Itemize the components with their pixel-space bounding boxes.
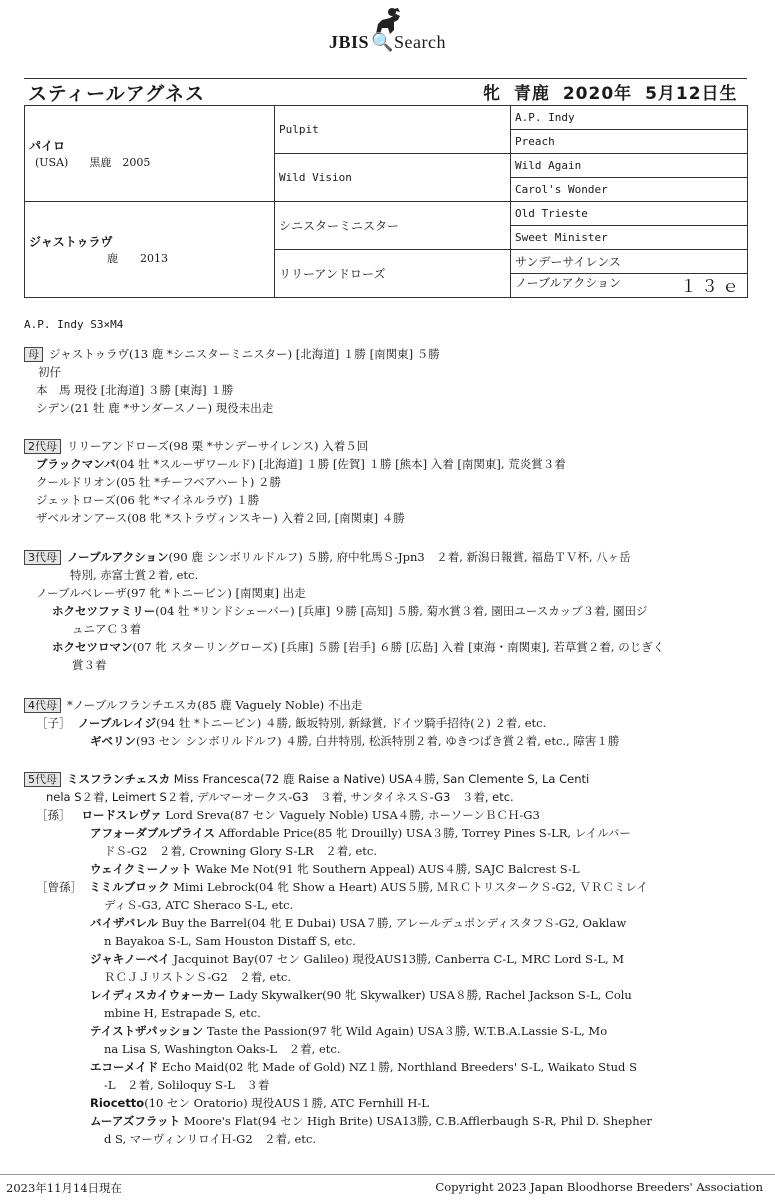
gen3-dam-detail-cont: 特別, 赤富士賞２着, etc. xyxy=(70,568,199,582)
pedigree-gen3-8[interactable]: ノーブルアクション xyxy=(515,276,621,290)
pedigree-gen3-2[interactable]: Preach xyxy=(511,130,748,154)
dam-produce-1: 本 馬 現役 [北海道] ３勝 [東海] １勝 xyxy=(36,383,234,397)
gen5-grand-2-cont: ドＳ-G2 ２着, Crowning Glory S-LR ２着, etc. xyxy=(104,844,378,858)
gen5-great-1-name[interactable]: ミミルブロック xyxy=(89,880,170,894)
gen5-dam-name[interactable]: ミスフランチェスカ xyxy=(67,772,171,786)
gen5-great-4-cont: mbine H, Estrapade S, etc. xyxy=(104,1006,261,1020)
gen3-grand-2-detail: (07 牝 スターリングローズ) [兵庫] ５勝 [岩手] ６勝 [広島] 入着 [東海・南関東], 若草賞２着, のじぎく xyxy=(132,640,665,654)
dam-cell xyxy=(25,202,275,298)
gen2-offspring-2: クールドリオン(05 牡 *チーフベアハート) ２勝 xyxy=(36,475,282,489)
jbis-logo[interactable] xyxy=(0,6,775,53)
gen3-section xyxy=(24,548,754,674)
dam-line: ジャストゥラヴ(13 鹿 *シニスターミニスター) [北海道] １勝 [南関東] ５勝 xyxy=(49,347,440,361)
dam-color-year: 鹿 2013 xyxy=(107,252,168,265)
gen5-great-5-detail: Taste the Passion(97 牝 Wild Again) USA３勝, W.T.B.A.Lassie S-L, Mo xyxy=(203,1024,608,1038)
gen5-grand-1-detail: Lord Sreva(87 セン Vaguely Noble) USA４勝, ホーソーンＢＣＨ-G3 xyxy=(161,808,540,822)
gen5-tag: 5代母 xyxy=(24,772,61,787)
sire-cell xyxy=(25,106,275,202)
child-tag: ［子］ xyxy=(36,716,71,730)
gen3-grand-2-cont: 賞３着 xyxy=(72,658,107,672)
gen3-dam-detail: (90 鹿 シンボリルドルフ) ５勝, 府中牝馬Ｓ-Jpn3 ２着, 新潟日報賞, 福島ＴＶ杯, 八ヶ岳 xyxy=(168,550,631,564)
gen4-section xyxy=(24,696,754,750)
dam-section xyxy=(24,345,754,417)
inbreeding-note: A.P. Indy S3×M4 xyxy=(24,318,124,331)
pedigree-gen3-6[interactable]: Sweet Minister xyxy=(511,226,748,250)
sire-name[interactable]: パイロ xyxy=(29,139,66,153)
gen5-grand-3-detail: Wake Me Not(91 牝 Southern Appeal) AUS４勝, SAJC Balcrest S-L xyxy=(191,862,580,876)
pedigree-gen2-4[interactable]: リリーアンドローズ xyxy=(275,250,511,298)
gen5-great-6-detail: Echo Maid(02 牝 Made of Gold) NZ１勝, Northland Breeders' S-L, Waikato Stud S xyxy=(158,1060,637,1074)
gen3-grand-1-detail: (04 牡 *リンドシェーバー) [兵庫] ９勝 [高知] ５勝, 菊水賞３着, 園田ユースカップ３着, 園田ジ xyxy=(155,604,648,618)
gen2-offspring-name[interactable]: ブラックマンバ xyxy=(36,457,116,471)
pedigree-gen3-5[interactable]: Old Trieste xyxy=(511,202,748,226)
dam-name[interactable]: ジャストゥラヴ xyxy=(29,235,113,249)
gen5-great-3-detail: Jacquinot Bay(07 セン Galileo) 現役AUS13勝, Canberra C-L, MRC Lord S-L, M xyxy=(169,952,625,966)
gen4-child-2-detail: (93 セン シンボリルドルフ) ４勝, 白井特別, 松浜特別２着, ゆきつばき賞２着, etc., 障害１勝 xyxy=(136,734,620,748)
gen3-grand-1-name[interactable]: ホクセツファミリー xyxy=(52,604,156,618)
gen5-dam-detail: Miss Francesca(72 鹿 Raise a Native) USA４勝, San Clemente S, La Centi xyxy=(170,772,590,786)
gen5-great-6-cont: -L ２着, Soliloquy S-L ３着 xyxy=(104,1078,270,1092)
gen5-great-5-name[interactable]: テイストザパッション xyxy=(90,1024,204,1038)
gen5-section xyxy=(24,770,754,1148)
gen2-offspring-4: ザベルオンアース(08 牝 *ストラヴィンスキー) 入着２回, [南関東] ４勝 xyxy=(36,511,405,525)
gen3-tag: 3代母 xyxy=(24,550,61,565)
gen5-grand-3-name[interactable]: ウェイクミーノット xyxy=(90,862,192,876)
footer-copyright: Copyright 2023 Japan Bloodhorse Breeders' Association xyxy=(435,1180,763,1194)
gen4-child-1-detail: (94 牡 *トニービン) ４勝, 飯坂特別, 新緑賞, ドイツ騎手招待(２) ２着, etc. xyxy=(156,716,547,730)
gen5-great-4-detail: Lady Skywalker(90 牝 Skywalker) USA８勝, Rachel Jackson S-L, Colu xyxy=(225,988,632,1002)
gen5-great-1-cont: ディＳ-G3, ATC Sheraco S-L, etc. xyxy=(104,898,294,912)
pedigree-gen3-3[interactable]: Wild Again xyxy=(511,154,748,178)
pedigree-gen3-8-cell xyxy=(511,274,748,298)
gen3-offspring: ノーブルベレーザ(97 牝 *トニービン) [南関東] 出走 xyxy=(36,586,306,600)
gen5-great-6-name[interactable]: エコーメイド xyxy=(90,1060,159,1074)
pedigree-gen2-2[interactable]: Wild Vision xyxy=(275,154,511,202)
pedigree-table xyxy=(24,105,748,298)
logo-brand: JBIS xyxy=(329,32,370,52)
gen5-great-8-detail: Moore's Flat(94 セン High Brite) USA13勝, C.B.Afflerbaugh S-R, Phil D. Shepher xyxy=(180,1114,652,1128)
gen4-head: *ノーブルフランチエスカ(85 鹿 Vaguely Noble) 不出走 xyxy=(67,698,363,712)
gen3-grand-2-name[interactable]: ホクセツロマン xyxy=(52,640,133,654)
gen5-great-4-name[interactable]: レイディスカイウォーカー xyxy=(90,988,226,1002)
magnifier-icon: 🔍 xyxy=(371,32,394,52)
great-tag: ［曾孫］ xyxy=(36,880,82,894)
gen5-grand-2-detail: Affordable Price(85 牝 Drouilly) USA３勝, Torrey Pines S-LR, レイルバー xyxy=(215,826,631,840)
gen3-grand-1-cont: ュニアＣ３着 xyxy=(72,622,141,636)
gen5-great-3-name[interactable]: ジャキノーベイ xyxy=(90,952,170,966)
gen5-great-3-cont: ＲＣＪＪリストンＳ-G2 ２着, etc. xyxy=(104,970,291,984)
pedigree-gen3-1[interactable]: A.P. Indy xyxy=(511,106,748,130)
gen5-grand-1-name[interactable]: ロードスレヴァ xyxy=(81,808,162,822)
gen4-tag: 4代母 xyxy=(24,698,61,713)
grand-tag: ［孫］ xyxy=(36,808,71,822)
family-number: １３ｅ xyxy=(680,277,743,297)
horse-info: 牝 青鹿 2020年 5月12日生 xyxy=(483,84,738,104)
gen2-offspring-3: ジェットローズ(06 牝 *マイネルラヴ) １勝 xyxy=(36,493,260,507)
gen5-great-2-name[interactable]: バイザバレル xyxy=(90,916,159,930)
gen2-tag: 2代母 xyxy=(24,439,61,454)
sire-origin: (USA) xyxy=(35,156,69,169)
gen2-offspring-detail: (04 牡 *スルーザワールド) [北海道] １勝 [佐賀] １勝 [熊本] 入着 [南関東], 荒炎賞３着 xyxy=(115,457,566,471)
gen2-head: リリーアンドローズ(98 栗 *サンデーサイレンス) 入着５回 xyxy=(67,439,369,453)
gen5-grand-2-name[interactable]: アフォーダブルプライス xyxy=(90,826,216,840)
gen5-great-8-name[interactable]: ムーアズフラット xyxy=(90,1114,181,1128)
gen2-section xyxy=(24,437,754,527)
pedigree-gen2-3[interactable]: シニスターミニスター xyxy=(275,202,511,250)
gen3-dam-name[interactable]: ノーブルアクション xyxy=(67,550,169,564)
dam-tag: 母 xyxy=(24,347,43,362)
footer-date: 2023年11月14日現在 xyxy=(6,1181,123,1195)
horse-name: スティールアグネス xyxy=(28,83,205,105)
gen4-child-1-name[interactable]: ノーブルレイジ xyxy=(77,716,157,730)
dam-produce-2: シデン(21 牡 鹿 *サンダースノー) 現役未出走 xyxy=(36,401,274,415)
gen5-great-7-name[interactable]: Riocetto xyxy=(90,1096,145,1110)
pedigree-gen3-7[interactable]: サンデーサイレンス xyxy=(511,250,748,274)
gen5-great-8-cont: d S, マーヴィンリロイＨ-G2 ２着, etc. xyxy=(104,1132,316,1146)
footer-divider xyxy=(0,1174,775,1175)
gen5-great-2-cont: n Bayakoa S-L, Sam Houston Distaff S, etc. xyxy=(104,934,356,948)
pedigree-gen2-1[interactable]: Pulpit xyxy=(275,106,511,154)
dam-note: 初仔 xyxy=(38,365,61,379)
gen5-great-1-detail: Mimi Lebrock(04 牝 Show a Heart) AUS５勝, ＭＲＣトリスタークＳ-G2, ＶＲＣミレイ xyxy=(169,880,648,894)
logo-suffix: Search xyxy=(393,32,446,52)
gen4-child-2-name[interactable]: ギベリン xyxy=(90,734,136,748)
gen5-great-7-detail: (10 セン Oratorio) 現役AUS１勝, ATC Fernhill H-L xyxy=(144,1096,429,1110)
gen5-great-5-cont: na Lisa S, Washington Oaks-L ２着, etc. xyxy=(104,1042,341,1056)
sire-color-year: 黒鹿 2005 xyxy=(89,156,151,169)
pedigree-gen3-4[interactable]: Carol's Wonder xyxy=(511,178,748,202)
gen5-dam-detail-cont: nela S２着, Leimert S２着, デルマーオークス-G3 ３着, サンタイネスＳ-G3 ３着, etc. xyxy=(46,790,514,804)
gen5-great-2-detail: Buy the Barrel(04 牝 E Dubai) USA７勝, アレールデュポンディスタフＳ-G2, Oaklaw xyxy=(158,916,627,930)
